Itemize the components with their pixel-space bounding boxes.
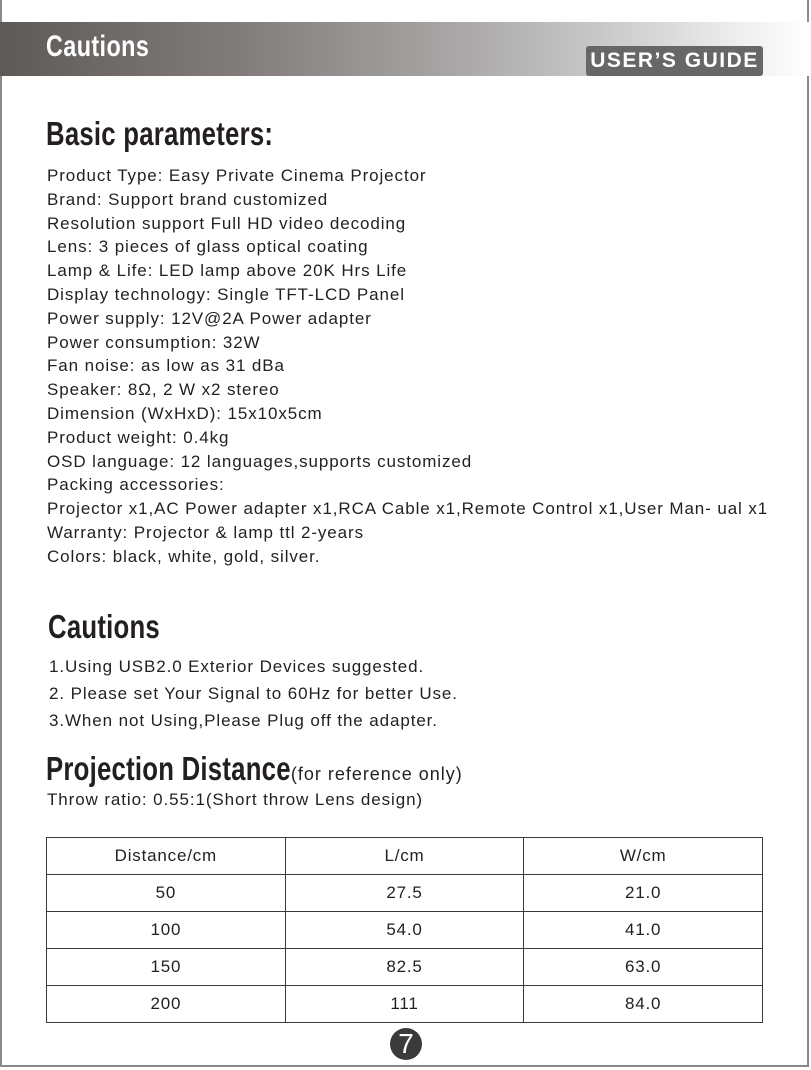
caution-item: 3.When not Using,Please Plug off the adapter. <box>49 711 438 730</box>
table-cell: 54.0 <box>285 912 524 949</box>
page-number: 7 <box>390 1028 422 1060</box>
table-header-cell: Distance/cm <box>47 838 286 875</box>
basic-parameters-list <box>47 164 777 569</box>
table-cell: 41.0 <box>524 912 763 949</box>
table-cell: 63.0 <box>524 949 763 986</box>
table-cell: 82.5 <box>285 949 524 986</box>
table-cell: 50 <box>47 875 286 912</box>
param-item: Product Type: Easy Private Cinema Projector <box>47 166 427 185</box>
param-item: Resolution support Full HD video decoding <box>47 213 407 233</box>
page-header <box>0 22 811 76</box>
projection-distance-table <box>46 837 763 1023</box>
basic-parameters-heading: Basic parameters: <box>46 115 274 152</box>
table-row <box>47 986 763 1023</box>
param-item: Display technology: Single TFT-LCD Panel <box>47 284 405 304</box>
param-item: Power supply: 12V@2A Power adapter <box>47 308 372 328</box>
param-item: Lens: 3 pieces of glass optical coating <box>47 237 369 257</box>
header-title: Cautions <box>46 30 150 63</box>
table-cell: 100 <box>47 912 286 949</box>
param-item: Packing accessories: <box>47 475 225 495</box>
table-cell: 84.0 <box>524 986 763 1023</box>
caution-item: 1.Using USB2.0 Exterior Devices suggested. <box>49 657 425 676</box>
caution-item: 2. Please set Your Signal to 60Hz for better Use. <box>49 684 458 703</box>
param-item: Dimension (WxHxD): 15x10x5cm <box>47 403 323 423</box>
param-item: Lamp & Life: LED lamp above 20K Hrs Life <box>47 261 408 281</box>
param-item: Brand: Support brand customized <box>47 189 329 209</box>
projection-distance-note: (for reference only) <box>290 764 463 784</box>
param-item: Projector x1,AC Power adapter x1,RCA Cable x1,Remote Control x1,User Man- ual x1 <box>47 499 769 519</box>
cautions-heading: Cautions <box>48 608 160 645</box>
table-cell: 111 <box>285 986 524 1023</box>
throw-ratio: Throw ratio: 0.55:1(Short throw Lens design) <box>47 790 423 809</box>
table-header-cell: L/cm <box>285 838 524 875</box>
table-cell: 150 <box>47 949 286 986</box>
table-row <box>47 949 763 986</box>
param-item: Colors: black, white, gold, silver. <box>47 546 321 566</box>
table-cell: 200 <box>47 986 286 1023</box>
table-row <box>47 912 763 949</box>
users-guide-badge: USER’S GUIDE <box>586 46 763 76</box>
table-cell: 27.5 <box>285 875 524 912</box>
cautions-list <box>49 655 458 736</box>
projection-distance-heading <box>46 750 463 788</box>
table-header-row <box>47 838 763 875</box>
projection-distance-title: Projection Distance <box>46 750 291 787</box>
param-item: Fan noise: as low as 31 dBa <box>47 356 285 376</box>
table-header-cell: W/cm <box>524 838 763 875</box>
param-item: Warranty: Projector & lamp ttl 2-years <box>47 522 364 542</box>
param-item: OSD language: 12 languages,supports customized <box>47 451 473 471</box>
param-item: Power consumption: 32W <box>47 332 261 352</box>
table-row <box>47 875 763 912</box>
param-item: Speaker: 8Ω, 2 W x2 stereo <box>47 380 280 400</box>
param-item: Product weight: 0.4kg <box>47 427 230 447</box>
table-cell: 21.0 <box>524 875 763 912</box>
